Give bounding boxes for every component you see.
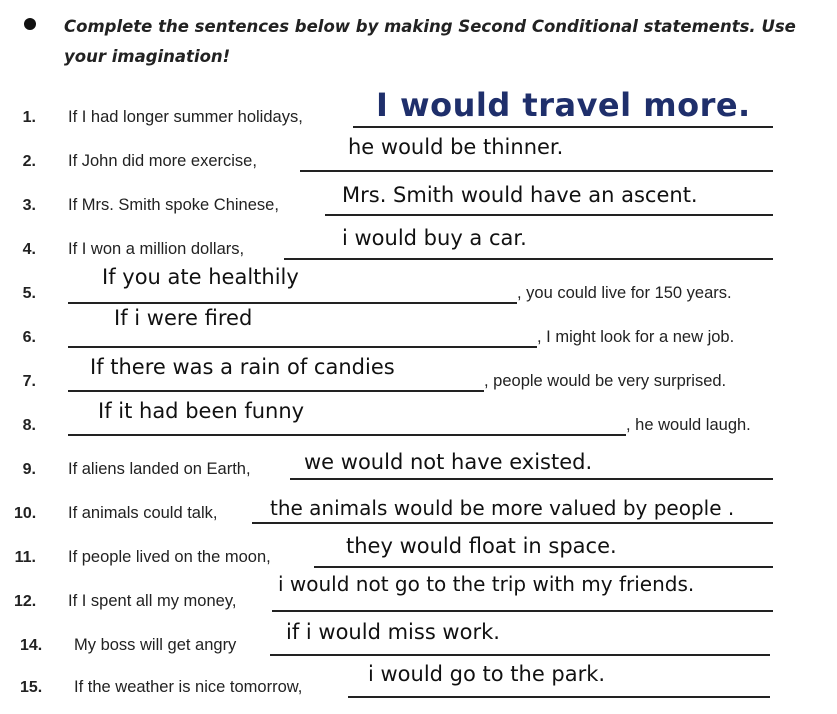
- exercise-item-5: [0, 265, 837, 304]
- item-prompt: If the weather is nice tomorrow,: [74, 678, 303, 696]
- answer-text[interactable]: I would travel more.: [376, 86, 751, 124]
- item-prompt: If animals could talk,: [68, 504, 218, 522]
- answer-line: [300, 170, 773, 172]
- answer-text[interactable]: If it had been funny: [98, 399, 305, 423]
- item-prompt: If I spent all my money,: [68, 592, 237, 610]
- item-prompt: If Mrs. Smith spoke Chinese,: [68, 196, 279, 214]
- item-number: 12.: [14, 593, 37, 610]
- exercise-item-7: [0, 356, 837, 392]
- answer-text[interactable]: i would not go to the trip with my friends.: [278, 572, 695, 596]
- exercise-item-2: [0, 136, 837, 172]
- item-number: 7.: [22, 373, 36, 390]
- answer-line: [252, 522, 773, 524]
- item-prompt: If aliens landed on Earth,: [68, 460, 251, 478]
- answer-line: [348, 696, 770, 698]
- item-number: 9.: [22, 461, 36, 478]
- exercise-item-1: [0, 86, 837, 128]
- answer-line: [270, 654, 770, 656]
- exercise-item-8: [0, 400, 837, 436]
- answer-text[interactable]: If i were fired: [114, 306, 253, 330]
- exercise-item-10: [0, 488, 837, 524]
- answer-text[interactable]: i would go to the park.: [368, 662, 606, 686]
- item-prompt: My boss will get angry: [74, 636, 237, 654]
- answer-text[interactable]: If you ate healthily: [102, 265, 299, 289]
- answer-text[interactable]: Mrs. Smith would have an ascent.: [342, 183, 698, 207]
- item-number: 14.: [20, 637, 43, 654]
- item-prompt: If John did more exercise,: [68, 152, 257, 170]
- answer-line: [353, 126, 773, 128]
- item-continuation: , you could live for 150 years.: [517, 284, 732, 302]
- exercise-item-15: [0, 662, 837, 698]
- answer-line: [68, 390, 484, 392]
- item-prompt: If people lived on the moon,: [68, 548, 271, 566]
- exercise-item-6: [0, 306, 837, 348]
- exercise-item-11: [0, 532, 837, 568]
- item-prompt: If I had longer summer holidays,: [68, 108, 303, 126]
- item-number: 6.: [22, 329, 36, 346]
- item-continuation: , I might look for a new job.: [537, 328, 735, 346]
- answer-text[interactable]: they would float in space.: [346, 534, 617, 558]
- answer-line: [272, 610, 773, 612]
- answer-line: [68, 346, 537, 348]
- answer-line: [325, 214, 773, 216]
- exercise-item-14: [0, 620, 837, 656]
- answer-line: [284, 258, 773, 260]
- answer-text[interactable]: i would buy a car.: [342, 226, 527, 250]
- exercise-item-3: [0, 180, 837, 216]
- item-continuation: , he would laugh.: [626, 416, 751, 434]
- answer-line: [68, 434, 626, 436]
- answer-text[interactable]: if i would miss work.: [286, 620, 500, 644]
- answer-line: [290, 478, 773, 480]
- exercise-item-9: [0, 444, 837, 480]
- bullet-icon: [24, 18, 36, 30]
- item-number: 4.: [22, 241, 36, 258]
- instructions: Complete the sentences below by making Second Conditional statements. Use your imagination!: [64, 17, 796, 66]
- item-prompt: If I won a million dollars,: [68, 240, 245, 258]
- item-number: 2.: [22, 153, 36, 170]
- answer-line: [314, 566, 773, 568]
- item-number: 11.: [14, 549, 36, 566]
- answer-line: [68, 302, 517, 304]
- item-number: 8.: [22, 417, 36, 434]
- answer-text[interactable]: he would be thinner.: [348, 135, 564, 159]
- item-number: 10.: [14, 505, 37, 522]
- answer-text[interactable]: If there was a rain of candies: [90, 355, 395, 379]
- item-number: 5.: [22, 285, 36, 302]
- answer-text[interactable]: we would not have existed.: [304, 450, 593, 474]
- answer-text[interactable]: the animals would be more valued by people .: [270, 496, 735, 520]
- item-number: 1.: [22, 109, 36, 126]
- item-number: 3.: [22, 197, 36, 214]
- exercise-item-12: [0, 572, 837, 612]
- item-number: 15.: [20, 679, 43, 696]
- exercise-item-4: [0, 224, 837, 260]
- item-continuation: , people would be very surprised.: [484, 372, 727, 390]
